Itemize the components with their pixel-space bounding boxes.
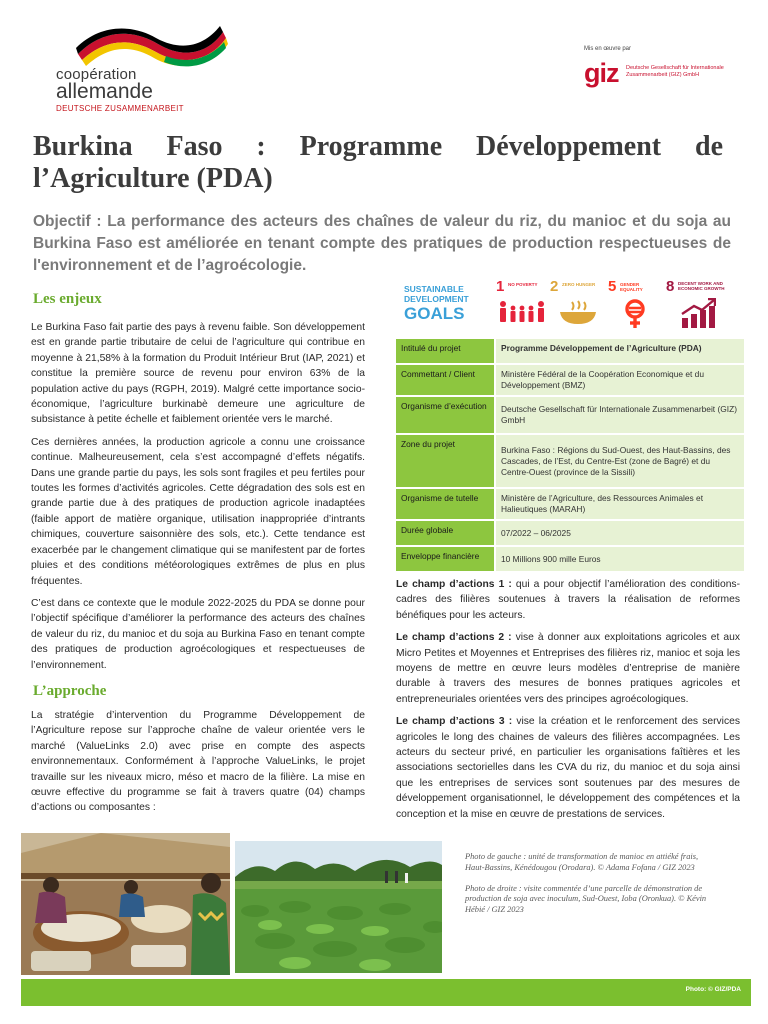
- table-value: Deutsche Gesellschaft für Internationale Zusammenarbeit (GIZ) GmbH: [496, 397, 744, 433]
- table-row: [396, 435, 744, 487]
- table-value: 07/2022 – 06/2025: [496, 521, 744, 545]
- sdg-goal-1: [496, 278, 550, 334]
- coop-line3: DEUTSCHE ZUSAMMENARBEIT: [56, 104, 184, 113]
- table-label: Organisme de tutelle: [396, 489, 496, 519]
- family-icon: [498, 300, 546, 324]
- enjeux-paragraph-3: C’est dans ce contexte que le module 2022-2025 du PDA se donne pour l’objectif spécifique d’améliorer la performance des acteurs des chaînes de valeur du riz, du manioc et du soja au Burkina Faso en tenant compte des pratiques de production agroécologiques et respectueuses de l’environnement.: [31, 597, 365, 671]
- table-label: Organisme d’exécution: [396, 397, 496, 433]
- table-value: Ministère de l’Agriculture, des Ressources Animales et Halieutiques (MARAH): [496, 489, 744, 519]
- table-value: Ministère Fédéral de la Coopération Economique et du Développement (BMZ): [496, 365, 744, 395]
- objective-text: Objectif : La performance des acteurs des chaînes de valeur du riz, du manioc et du soja au Burkina Faso est améliorée en tenant compte des pratiques de production respectueuses de l'environnement et de l’agroécologie.: [33, 213, 731, 274]
- table-label: Durée globale: [396, 521, 496, 545]
- footer-photo-credit: Photo: © GIZ/PDA: [685, 986, 741, 993]
- table-value: 10 Millions 900 mille Euros: [496, 547, 744, 571]
- sdg-goal-5-number: 5: [608, 278, 617, 295]
- giz-implemented-by: Mis en œuvre par: [584, 46, 632, 52]
- approche-heading: L’approche: [33, 682, 107, 699]
- sdg-goal-5-label: GENDER EQUALITY: [620, 282, 643, 292]
- sdg-goal-1-number: 1: [496, 278, 505, 295]
- sdg-logo: [404, 284, 488, 324]
- coop-line1: coopération: [56, 66, 137, 83]
- table-label: Commettant / Client: [396, 365, 496, 395]
- champ-1-title: Le champ d’actions 1 :: [396, 579, 512, 590]
- champ-1: [396, 577, 740, 623]
- flag-ribbon-icon: [48, 24, 248, 68]
- table-value: Programme Développement de l’Agriculture (PDA): [496, 339, 744, 363]
- sdg-goal-8-number: 8: [666, 278, 675, 295]
- champ-3-text: vise la création et le renforcement des services agricoles le long des chaines de valeurs des filières accompagnées. Les acteurs du secteur privé, en particulier les organisations faîtières et les associations sectorielles dans les CVA du riz, du manioc et du soja ainsi que les entreprises de services sont soutenues par des mesures de développement organisationnel, le développement des compétences et la conception et la mise en œuvre de prestations de services.: [396, 716, 740, 820]
- growth-chart-icon: [680, 298, 716, 328]
- table-label: Intitulé du projet: [396, 339, 496, 363]
- sdg-banner: [404, 278, 740, 334]
- caption-right: Photo de droite : visite commentée d’une parcelle de démonstration de production de soja avec inoculum, Sud-Ouest, Ioba (Oronkua). © Kévin Hébié / GIZ 2023: [465, 883, 707, 915]
- sdg-goal-8: [666, 278, 740, 334]
- photo-soybean-field: [235, 841, 442, 973]
- sdg-goal-2-label: ZERO HUNGER: [562, 282, 596, 287]
- table-row: [396, 547, 744, 571]
- sdg-logo-line3: GOALS: [404, 304, 465, 323]
- champ-2-title: Le champ d’actions 2 :: [396, 632, 512, 644]
- caption-left: Photo de gauche : unité de transformation de manioc en attiéké frais, Haut-Bassins, Kénédougou (Orodara). © Adama Fofana / GIZ 2023: [465, 852, 699, 872]
- champ-2: [396, 630, 740, 707]
- photo-cassava-processing: [21, 833, 230, 975]
- table-value: Burkina Faso : Régions du Sud-Ouest, des Haut-Bassins, des Cascades, de l’Est, du Centre-Est (zone de Bagré) et du Centre-Ouest (province de la Sissili): [496, 435, 744, 487]
- champ-1-text: qui a pour objectif l’amélioration des conditions-cadres des filières soutenues à travers la réalisation de reformes bénéfiques pour les acteurs.: [396, 579, 740, 621]
- giz-logo-block: [584, 46, 754, 96]
- table-label: Enveloppe financière: [396, 547, 496, 571]
- coop-line2: allemande: [56, 80, 153, 103]
- enjeux-paragraph-2: Ces dernières années, la production agricole a connu une croissance continue. Malheureusement, cela s’est accompagné d’effets négatifs. Dans une grande partie du pays, les sols sont fragiles et peu fertiles pour toutes les formes d’activités agricoles. Cette dégradation des sols est en grande partie due à des pratiques de production agricole inadaptées (faible apport de matière organique, utilisation inappropriée d’intrants chimiques, couverture saisonnière des sols, etc.). Cette tendance est exacerbée par le changement climatique qui se manifestent par de fortes pluies et des conditions météorologiques extrêmes de plus en plus fréquentes.: [31, 436, 365, 587]
- table-row: [396, 365, 744, 395]
- table-row: [396, 339, 744, 363]
- right-column: [396, 577, 740, 829]
- table-row: [396, 521, 744, 545]
- champ-3-title: Le champ d’actions 3 :: [396, 716, 513, 728]
- sdg-goal-1-label: NO POVERTY: [508, 282, 538, 287]
- sdg-logo-line1: SUSTAINABLE: [404, 284, 464, 294]
- page-title: Burkina Faso : Programme Développement de l’Agriculture (PDA): [33, 131, 723, 194]
- table-row: [396, 397, 744, 433]
- sdg-goal-8-label: DECENT WORK AND ECONOMIC GROWTH: [678, 281, 725, 291]
- project-info-table: [396, 337, 744, 573]
- approche-paragraph: La stratégie d’intervention du Programme Développement de l’Agriculture repose sur l’approche chaîne de valeur orientée vers le marché (ValueLinks 2.0) avec prise en compte des aspects environnementaux. Conformément à l’approche ValueLinks, le projet travaille sur les niveaux micro, méso et macro de la filière. La mise en œuvre effective du programme se fait à travers quatre (04) champs d’actions ou composantes :: [31, 709, 365, 814]
- giz-description: Deutsche Gesellschaft für Internationale Zusammenarbeit (GIZ) GmbH: [626, 65, 724, 78]
- photo-captions: [465, 852, 715, 926]
- table-label: Zone du projet: [396, 435, 496, 487]
- bowl-icon: [558, 300, 598, 326]
- enjeux-heading: Les enjeux: [33, 291, 102, 307]
- champ-2-text: vise à donner aux exploitations agricoles et aux Micro Petites et Moyennes et Entreprises des filières riz, manioc et soja les moyens de mettre en œuvre leurs modèles d’entreprise de manière durable à travers des mesures de bonnes pratiques agricoles et entrepreneuriales orientées vers des principes agroécologiques.: [396, 632, 740, 705]
- gender-equality-icon: [622, 296, 650, 330]
- enjeux-paragraph-1: Le Burkina Faso fait partie des pays à revenu faible. Son développement est en grande partie tributaire de celui de l’agriculture qui contribue en moyenne à 21,58% à la formation du Produit Intérieur Brut (IAP, 2021) et constitue la première source de revenu pour environ 63% de la population active du pays (RGPH, 2019). Malgré cette importance socio-économique, l’agriculture burkinabè demeure une agriculture de subsistance à petite échelle et faiblement orientée vers le marché.: [31, 322, 365, 426]
- table-row: [396, 489, 744, 519]
- sdg-goal-2: [550, 278, 604, 334]
- footer-bar: [21, 979, 751, 1006]
- giz-logo: giz: [584, 58, 619, 88]
- champ-3: [396, 714, 740, 822]
- sdg-goal-2-number: 2: [550, 278, 559, 295]
- left-column: [31, 320, 365, 823]
- sdg-goal-5: [608, 278, 668, 334]
- sdg-logo-line2: DEVELOPMENT: [404, 294, 469, 304]
- cooperation-allemande-logo: [48, 24, 248, 114]
